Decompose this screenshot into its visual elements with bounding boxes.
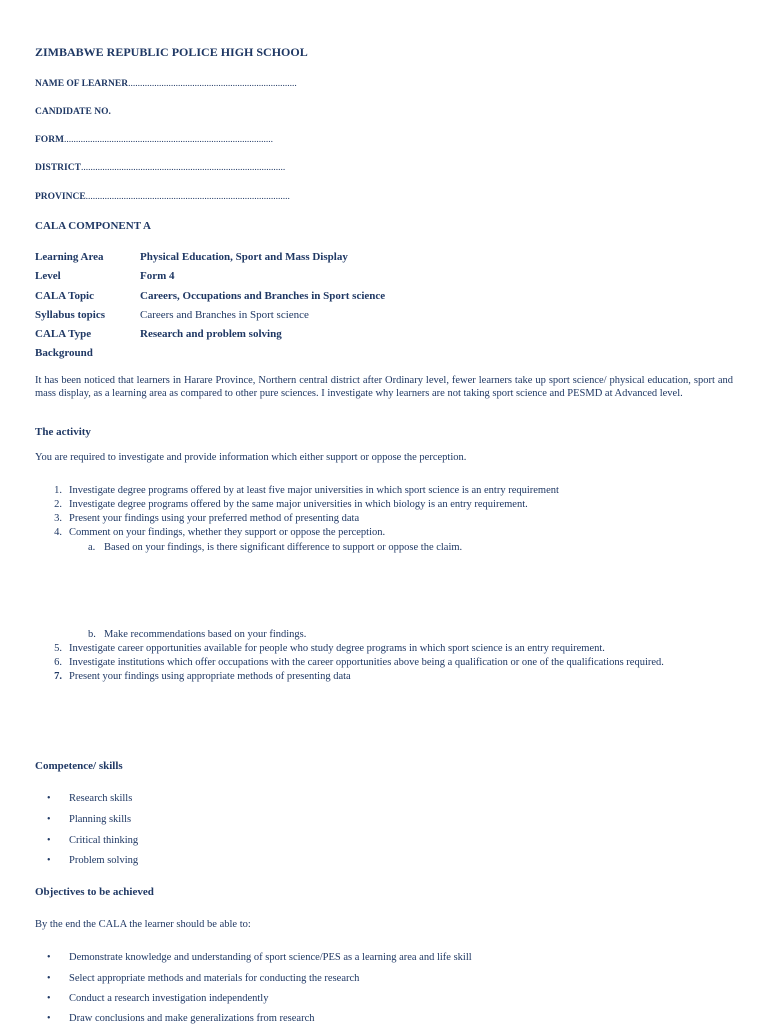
info-value: Careers, Occupations and Branches in Sport science [140,290,386,302]
info-label: Level [35,270,61,282]
subtask-text: Based on your findings, is there significant difference to support or oppose the claim. [104,542,463,553]
task-text: Investigate degree programs offered by at least five major universities in which sport science is an entry requirement [69,485,559,496]
task-text: Investigate degree programs offered by the same major universities in which biology is an entry requirement. [69,499,528,510]
skill-item: Problem solving [69,855,139,866]
skill-item: Research skills [69,793,133,804]
info-value: Research and problem solving [140,328,282,340]
bullet-icon: • [47,855,51,866]
school-title: ZIMBABWE REPUBLIC POLICE HIGH SCHOOL [35,45,308,59]
objective-item: Select appropriate methods and materials for conducting the research [69,973,360,984]
task-number: 4. [54,527,62,538]
task-text: Investigate institutions which offer occupations with the career opportunities above being a qualification or one of the qualifications required. [69,657,664,668]
info-label: CALA Type [35,328,92,340]
task-number: 3. [54,513,62,524]
field-dots: ....................................................................... [128,79,297,89]
info-label: CALA Topic [35,290,94,302]
info-label: Syllabus topics [35,309,105,321]
task-text: Comment on your findings, whether they support or oppose the perception. [69,527,386,538]
task-number: 6. [54,657,62,668]
task-text: Present your findings using appropriate methods of presenting data [69,671,351,682]
bullet-icon: • [47,1013,51,1024]
task-number: 1. [54,485,62,496]
task-number: 7. [54,671,62,682]
objective-item: Demonstrate knowledge and understanding of sport science/PES as a learning area and life skill [69,952,472,963]
bullet-icon: • [47,952,51,963]
info-label: Learning Area [35,251,104,263]
competence-heading: Competence/ skills [35,760,123,772]
field-label: DISTRICT [35,163,81,173]
field-label: CANDIDATE NO. [35,107,111,117]
bullet-icon: • [47,973,51,984]
field-form [35,135,273,145]
task-number: 2. [54,499,62,510]
component-title: CALA COMPONENT A [35,220,151,232]
activity-heading: The activity [35,426,91,438]
objectives-heading: Objectives to be achieved [35,886,154,898]
bullet-icon: • [47,793,51,804]
field-dots: ...................................................................................... [80,163,286,173]
bullet-icon: • [47,835,51,846]
activity-intro: You are required to investigate and provide information which either support or oppose the perception. [35,452,467,463]
subtask-letter: b. [88,629,96,640]
subtask-text: Make recommendations based on your findings. [104,629,307,640]
skill-item: Planning skills [69,814,132,825]
field-name-of-learner [35,79,297,89]
bullet-icon: • [47,993,51,1004]
subtask-letter: a. [88,542,96,553]
task-text: Investigate career opportunities available for people who study degree programs in which sport science is an entry requirement. [69,643,605,654]
bullet-icon: • [47,814,51,825]
field-province [35,192,290,202]
field-dots: ........................................................................................ [64,135,274,145]
skill-item: Critical thinking [69,835,139,846]
field-label: FORM [35,135,65,145]
info-label: Background [35,347,93,359]
field-district [35,163,285,173]
field-label: PROVINCE [35,192,86,202]
info-value: Careers and Branches in Sport science [140,309,309,321]
info-value: Form 4 [140,270,175,282]
objective-item: Conduct a research investigation independently [69,993,269,1004]
objectives-intro: By the end the CALA the learner should be able to: [35,919,251,930]
info-value: Physical Education, Sport and Mass Display [140,251,348,263]
field-dots: ...................................................................................... [85,192,290,202]
background-paragraph: It has been noticed that learners in Harare Province, Northern central district after Ordinary level, fewer learners take up sport science/ physical education, sport and mass display, as a learning area as compared to other pure sciences. I investigate why learners are not taking sport science and PESMD at Advanced level. [35,375,733,399]
task-number: 5. [54,643,62,654]
objective-item: Draw conclusions and make generalizations from research [69,1013,315,1024]
field-label: NAME OF LEARNER [35,79,129,89]
field-candidate-no [35,107,111,117]
task-text: Present your findings using your preferred method of presenting data [69,513,360,524]
